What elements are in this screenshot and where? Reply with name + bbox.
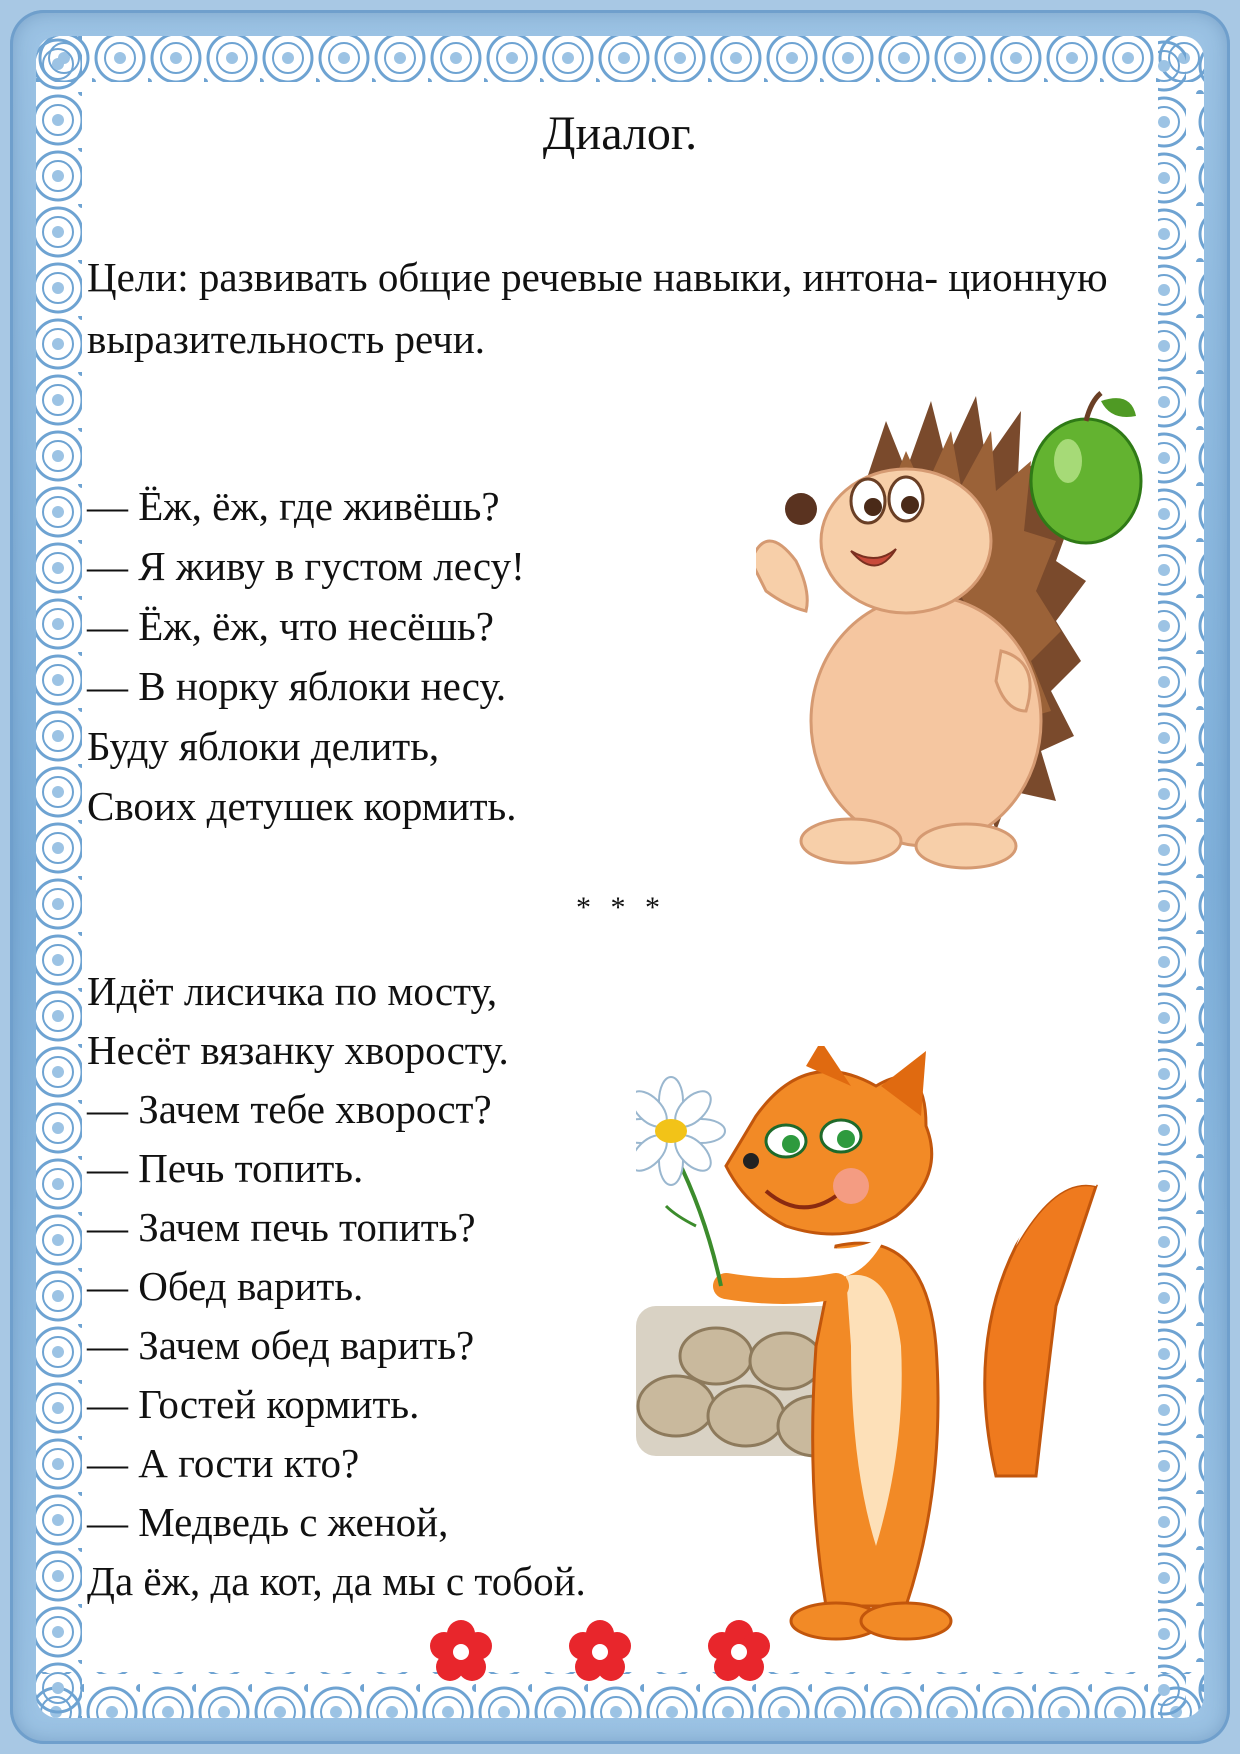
page-frame (10, 10, 1230, 1744)
poem-line: — Ёж, ёж, что несёшь? (87, 603, 494, 649)
hedgehog-illustration (756, 391, 1176, 871)
page-title: Диалог. (542, 107, 698, 160)
poem-line: — Обед варить. (87, 1263, 364, 1309)
poem-line: — Зачем обед варить? (87, 1322, 475, 1368)
flowers-decoration (36, 1612, 1204, 1692)
poem-line: — В норку яблоки несу. (87, 663, 507, 709)
goals-text: Цели: развивать общие речевые навыки, интона- ционную выразительность речи. (87, 254, 1108, 362)
flower-icon (569, 1620, 631, 1681)
hedgehog-body (811, 596, 1041, 846)
poem-line: — Медведь с женой, (87, 1499, 449, 1545)
poem-line: Идёт лисичка по мосту, (87, 968, 498, 1014)
fox-tail (985, 1156, 1100, 1476)
poem-line: — Зачем печь топить? (87, 1204, 476, 1250)
poem-line: — Я живу в густом лесу! (87, 543, 525, 589)
page-sheet (36, 36, 1204, 1718)
fox-illustration (636, 1046, 1196, 1646)
poem-line: Своих детушек кормить. (87, 783, 517, 829)
poem-hedgehog (87, 476, 525, 836)
poem-line: — Гостей кормить. (87, 1381, 420, 1427)
poem-fox (87, 962, 586, 1611)
poem-line: — Ёж, ёж, где живёшь? (87, 483, 500, 529)
flower-icon (708, 1620, 770, 1681)
section-separator: * * * (576, 891, 666, 924)
poem-line: — А гости кто? (87, 1440, 360, 1486)
daisy-icon (636, 1077, 725, 1286)
poem-line: Буду яблоки делить, (87, 723, 440, 769)
poem-line: — Печь топить. (87, 1145, 364, 1191)
poem-line: Да ёж, да кот, да мы с тобой. (87, 1558, 586, 1604)
fox-nose (743, 1153, 759, 1169)
poem-line: — Зачем тебе хворост? (87, 1086, 492, 1132)
hedgehog-nose (785, 493, 817, 525)
apple-icon (1031, 393, 1141, 543)
flower-icon (430, 1620, 492, 1681)
poem-line: Несёт вязанку хворосту. (87, 1027, 509, 1073)
